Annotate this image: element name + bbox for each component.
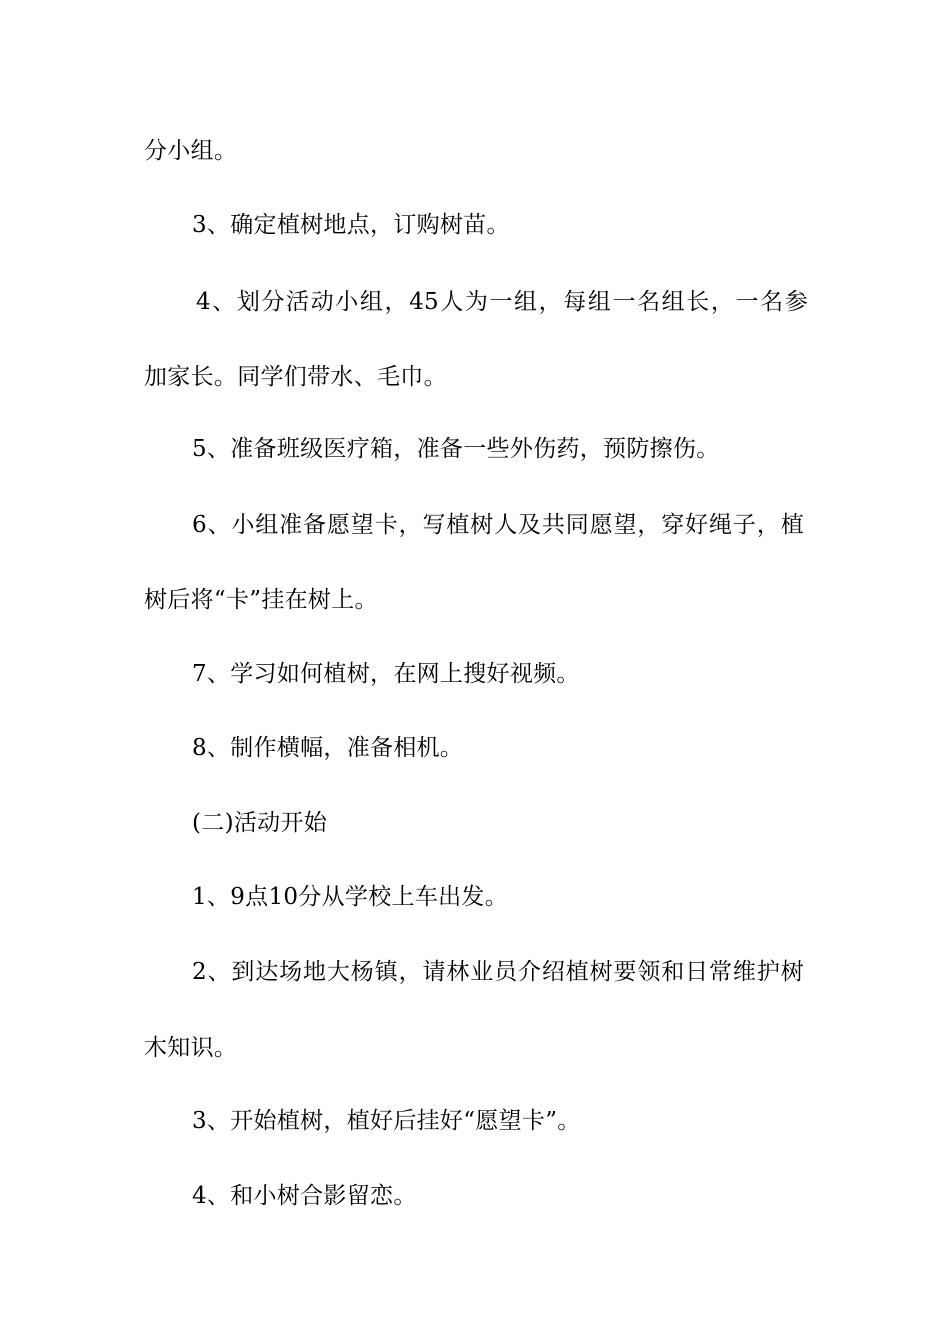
paragraph-line: 6、小组准备愿望卡，写植树人及共同愿望，穿好绳子，植 (192, 512, 804, 538)
paragraph-line: 8、制作横幅，准备相机。 (192, 735, 464, 761)
paragraph-line: 5、准备班级医疗箱，准备一些外伤药，预防擦伤。 (192, 436, 720, 462)
paragraph-line: 7、学习如何植树，在网上搜好视频。 (192, 661, 580, 687)
paragraph-line: 4、划分活动小组，45人为一组，每组一名组长，一名参 (196, 289, 808, 315)
paragraph-line: 3、开始植树，植好后挂好“愿望卡”。 (192, 1108, 581, 1134)
paragraph-line: 树后将“卡”挂在树上。 (144, 587, 378, 613)
paragraph-line: 4、和小树合影留恋。 (192, 1183, 417, 1209)
paragraph-line: 2、到达场地大杨镇，请林业员介绍植树要领和日常维护树 (192, 959, 804, 985)
section-heading: (二)活动开始 (192, 810, 328, 836)
paragraph-line: 分小组。 (144, 138, 238, 164)
paragraph-line: 加家长。同学们带水、毛巾。 (144, 364, 447, 390)
paragraph-line: 3、确定植树地点，订购树苗。 (192, 212, 510, 238)
paragraph-line: 木知识。 (144, 1035, 238, 1061)
paragraph-line: 1、9点10分从学校上车出发。 (192, 884, 509, 910)
